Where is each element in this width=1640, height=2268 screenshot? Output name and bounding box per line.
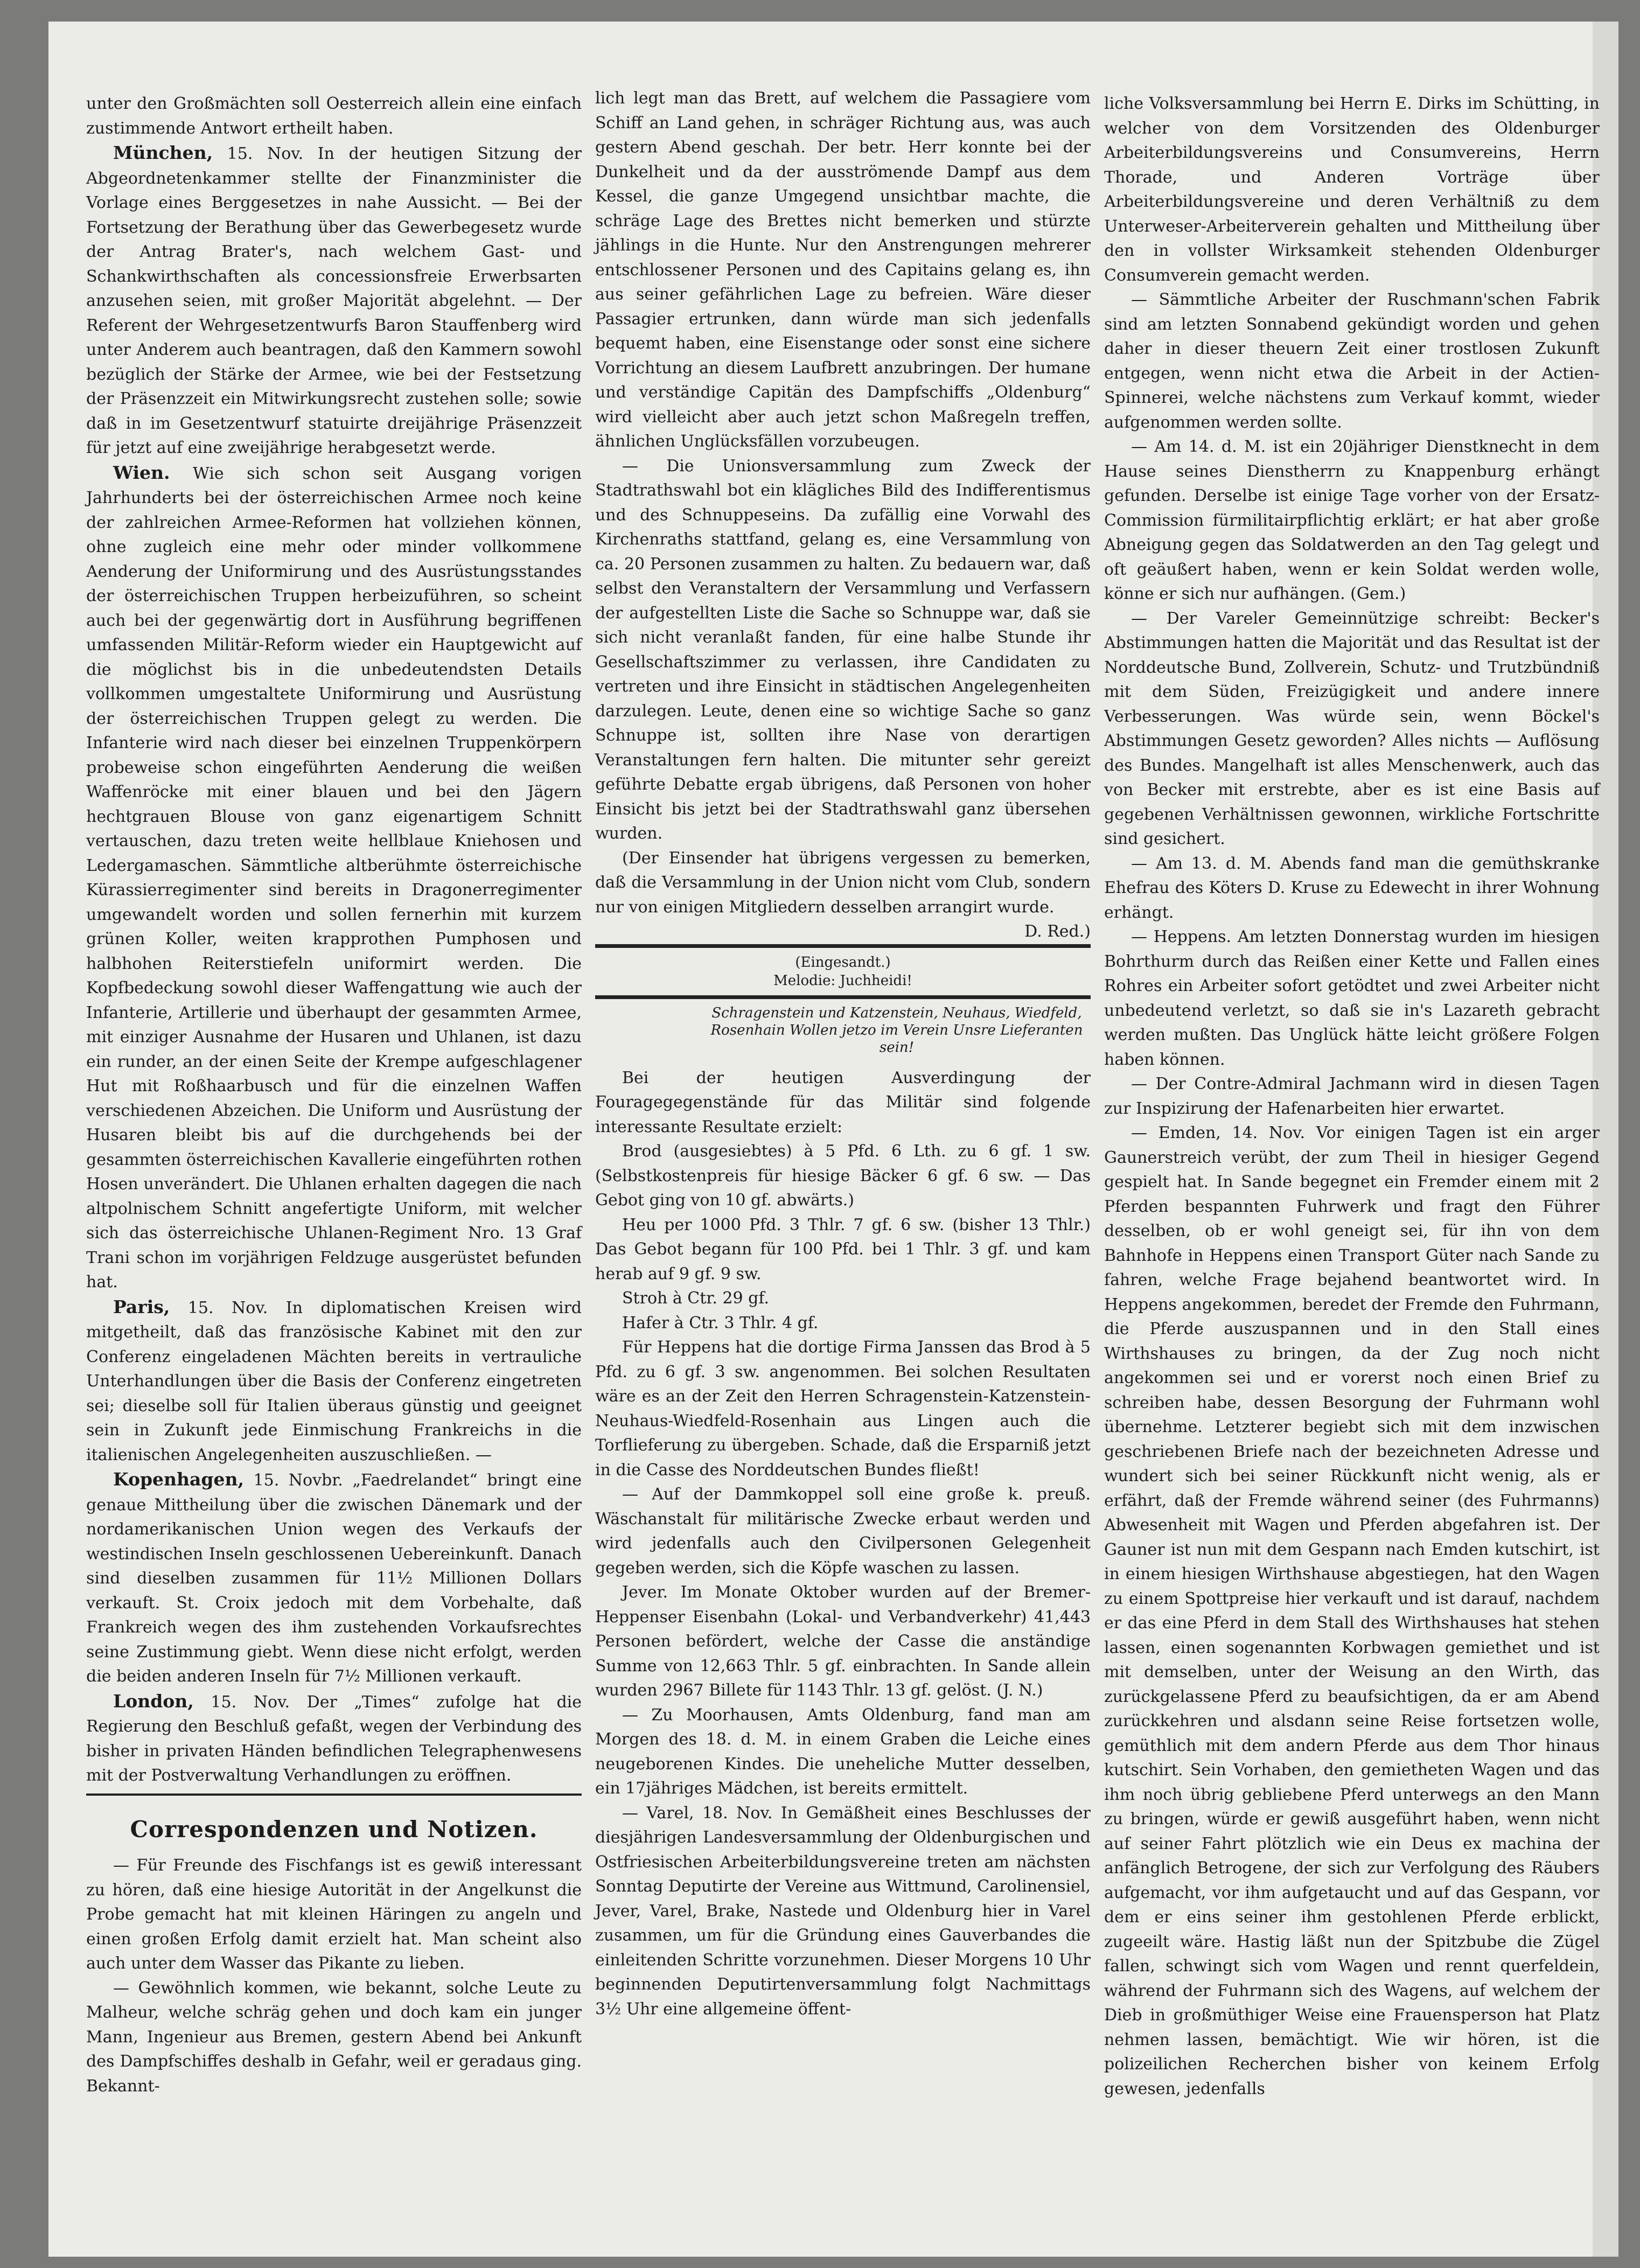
article-text: — Heppens. Am letzten Donnerstag wurden im hiesigen Bohrthurm durch das Reißen einer Kette und Fallen eines Rohres ein Arbeiter sofort getödtet und zwei Arbeiter nicht unbedeutend verletzt, so daß sie in's Lazareth gebracht werden mußten. Das Unglück hätte leicht größere Folgen haben können. xyxy=(1104,927,1600,1069)
dateline: Paris, xyxy=(113,1296,170,1317)
article-text: — Die Unionsversammlung zum Zweck der Stadtrathswahl bot ein klägliches Bild des Indifferentismus und des Schnuppeseins. Da zufällig eine Vorwahl des Kirchenraths stattfand, gelang es, eine Versammlung von ca. 20 Personen zusammen zu halten. Zu bedauern war, daß selbst den Veranstaltern der Versammlung und Verfassern der aufgestellten Liste die Sache so Schnuppe war, daß sie sich nicht veranlaßt fanden, für eine halbe Stunde ihr Gesellschaftszimmer zu verlassen, ihre Candidaten zu vertreten und ihre Einsicht in städtischen Angelegenheiten darzulegen. Leute, denen eine so wichtige Sache so ganz Schnuppe ist, sollten ihre Nase von derartigen Veranstaltungen fern halten. Die mitunter sehr gereizt geführte Debatte ergab übrigens, daß Personen von hoher Einsicht bis jetzt bei der Stadtrathswahl ganz übersehen wurden. xyxy=(595,456,1091,843)
verse: Schragenstein und Katzenstein, Neuhaus, Wiedfeld, Rosenhain Wollen jetzo im Verein Unsre Lieferanten sein! xyxy=(710,1004,1083,1056)
article-copenhagen xyxy=(86,1467,582,1689)
price-brod: Brod (ausgesiebtes) à 5 Pfd. 6 Lth. zu 6 gf. 1 sw. (Selbstkostenpreis für hiesige Bäcker 6 gf. 6 sw. — Das Gebot ging von 10 gf. abwärts.) xyxy=(595,1142,1091,1210)
article-paris xyxy=(86,1295,582,1468)
article-text: — Gewöhnlich kommen, wie bekannt, solche Leute zu Malheur, welche schräg gehen und doch kam ein junger Mann, Ingenieur aus Bremen, gestern Abend bei Ankunft des Dampfschiffes deshalb in Gefahr, weil er geradaus ging. Bekannt- xyxy=(86,1978,582,2096)
article-text: — Auf der Dammkoppel soll eine große k. preuß. Wäschanstalt für militärische Zwecke erbaut werden und wird jedenfalls auch den Civilpersonen Gelegenheit gegeben werden, sich die Köpfe waschen zu lassen. xyxy=(595,1485,1091,1578)
article-text: — Der Vareler Gemeinnützige schreibt: Becker's Abstimmungen hatten die Majorität und das Resultat ist der Norddeutsche Bund, Zollverein, Schutz- und Trutzbündniß mit dem Süden, Freizügigkeit und andere innere Verbesserungen. Was würde sein, wenn Böckel's Abstimmungen Gesetz geworden? Alles nichts — Auflösung des Bundes. Mangelhaft ist alles Menschenwerk, auch das von Becker mit erstrebte, aber es ist eine Basis auf gegebenen Verhältnissen gewonnen, wirkliche Fortschritte sind gesichert. xyxy=(1104,609,1600,848)
signature: D. Red.) xyxy=(1024,922,1091,941)
article-text: — Am 14. d. M. ist ein 20jähriger Dienstknecht in dem Hause seines Dienstherrn zu Knappenburg erhängt gefunden. Derselbe ist einige Tage vorher von der Ersatz-Commission fürmilitairpflichtig erklärt; er hat aber große Abneigung gegen das Soldatwerden an den Tag gelegt und oft geäußert haben, wenn er kein Soldat werden wolle, könne er sich nur aufhängen. (Gem.) xyxy=(1104,437,1600,603)
article-text: Jever. Im Monate Oktober wurden auf der Bremer-Heppenser Eisenbahn (Lokal- und Verbandverkehr) 41,443 Personen befördert, welche der Casse die anständige Summe von 12,663 Thlr. 5 gf. einbrachten. In Sande allein wurden 2967 Billete für 1143 Thlr. 13 gf. gelöst. (J. N.) xyxy=(595,1583,1091,1700)
article-text: — Emden, 14. Nov. Vor einigen Tagen ist ein arger Gaunerstreich verübt, der zum Theil in hiesiger Gegend gespielt hat. In Sande begegnet ein Fremder einem mit 2 Pferden bespannten Fuhrwerk und fragt den Führer desselben, ob er wohl geneigt sei, für ihn von dem Bahnhofe in Heppens einen Transport Güter nach Sande zu fahren, welche Frage bejahend beantwortet wird. In Heppens angekommen, beredet der Fremde den Fuhrmann, die Pferde auszuspannen und in den Stall eines Wirthshauses zu bringen, da der Zug noch nicht angekommen sei und er vorerst noch einen Brief zu schreiben habe, dessen Besorgung der Fuhrmann wohl übernehme. Letzterer begiebt sich mit dem inzwischen geschriebenen Briefe nach der bezeichneten Adresse und wundert sich bei seiner Rückkunft nicht wenig, als er erfährt, daß der Fremde während seiner (des Fuhrmanns) Abwesenheit mit Wagen und Pferden abgefahren ist. Der Gauner ist nun mit dem Gespann nach Emden kutschirt, ist in einem hiesigen Wirthshause abgestiegen, hat den Wagen zu einem Spottpreise hier verkauft und ist darauf, nachdem er das eine Pferd in dem Stall des Wirthshauses hat stehen lassen, einen sogenannten Korbwagen gemiethet und ist mit demselben, unter der Weisung an den Wirth, das zurückgelassene Pferd zu beaufsichtigen, da er am Abend zurückkehren und alsdann seine Reise fortsetzen wolle, gemüthlich mit dem andern Pferde aus dem Thor hinaus kutschirt. Sein Vorhaben, den gemietheten Wagen und das ihm noch übrig gebliebene Pferd unterwegs an den Mann zu bringen, würde er gewiß ausgeführt haben, wenn nicht auf seiner Fahrt plötzlich wie ein Deus ex machina der anfänglich Betrogene, der sich zur Verfolgung des Räubers aufgemacht, vor ihm aufgetaucht und auf das Gespann, vor dem er eins seiner ihm gestohlenen Pferde erblickt, zugeeilt wäre. Hastig läßt nun der Spitzbube die Zügel fallen, schwingt sich vom Wagen und rennt querfeldein, während der Fuhrmann sich des Wagens, auf welchem der Dieb in großmüthiger Weise eine Frauensperson hat Platz nehmen lassen, bemächtigt. Wie wir hören, ist die polizeilichen Recherchen bisher von keinem Erfolg gewesen, jedenfalls xyxy=(1104,1123,1600,2098)
price-heu: Heu per 1000 Pfd. 3 Thlr. 7 gf. 6 sw. (bisher 13 Thlr.) Das Gebot begann für 100 Pfd. bei 1 Thlr. 3 gf. und kam herab auf 9 gf. 9 sw. xyxy=(595,1215,1091,1283)
editor-note xyxy=(595,846,1091,941)
article-text: — Varel, 18. Nov. In Gemäßheit eines Beschlusses der diesjährigen Landesversammlung der Oldenburgischen und Ostfriesischen Arbeiterbildungsvereine treten am nächsten Sonntag Deputirte der Vereine aus Wittmund, Carolinensiel, Jever, Varel, Brake, Nastede und Oldenburg hier in Varel zusammen, um für die Gründung eines Gauverbandes die einleitenden Schritte vorzunehmen. Dieser Morgens 10 Uhr beginnenden Deputirtenversammlung folgt Nachmittags 3½ Uhr eine allgemeine öffent- xyxy=(595,1803,1091,2019)
article-text: — Zu Moorhausen, Amts Oldenburg, fand man am Morgen des 18. d. M. in einem Graben die Leiche eines neugeborenen Kindes. Die uneheliche Mutter desselben, ein 17jähriges Mädchen, ist bereits ermittelt. xyxy=(595,1705,1091,1798)
article-text: — Am 13. d. M. Abends fand man die gemüthskranke Ehefrau des Köters D. Kruse zu Edewecht in ihrer Wohnung erhängt. xyxy=(1104,854,1600,922)
article-text: 15. Nov. In diplomatischen Kreisen wird mitgetheilt, daß das französische Kabinet mit den zur Conferenz eingeladenen Mächten bereits in vertrauliche Unterhandlungen über die Basis der Conferenz eingetreten sei; dieselbe soll für Italien überaus günstig und geeignet sein in Zukunft jede Einmischung Frankreichs in die italienischen Angelegenheiten auszuschließen. — xyxy=(86,1298,582,1464)
article-text: — Sämmtliche Arbeiter der Ruschmann'schen Fabrik sind am letzten Sonnabend gekündigt worden und gehen daher in dieser theuern Zeit einer trostlosen Zukunft entgegen, wenn nicht etwa die Arbeit in der Actien-Spinnerei, welche nächstens zum Verkauf kommt, wieder aufgenommen werden sollte. xyxy=(1104,290,1600,432)
article-text: (Der Einsender hat übrigens vergessen zu bemerken, daß die Versammlung in der Union nicht vom Club, sondern nur von einigen Mitgliedern desselben arrangirt wurde. xyxy=(595,848,1091,917)
article-text: Wie sich schon seit Ausgang vorigen Jahrhunderts bei der österreichischen Armee noch keine der zahlreichen Armee-Reformen hat vollziehen können, ohne zugleich eine mehr oder minder vollkommene Aenderung der Uniformirung und des Ausrüstungsstandes der österreichischen Truppen herbeizuführen, so scheint auch bei der gegenwärtig dort in Ausführung begriffenen umfassenden Militär-Reform wieder ein Hauptgewicht auf die möglichst bis in die unbedeutendsten Details vollkommen umgestaltete Uniformirung und Ausrüstung der österreichischen Truppen gelegt zu werden. Die Infanterie wird nach dieser bei einzelnen Truppenkörpern probeweise schon eingeführten Aenderung die weißen Waffenröcke mit einer blauen und bei den Jägern hechtgrauen Blouse von ganz eigenartigem Schnitt vertauschen, dazu treten weite hellblaue Kniehosen und Ledergamaschen. Sämmtliche altberühmte österreichische Kürassierregimenter sind bereits in Dragonerregimenter umgewandelt worden und sollen fernerhin mit kurzem grünen Koller, weiten krapprothen Pumphosen und halbhohen Reiterstiefeln uniformirt werden. Die Kopfbedeckung sowohl dieser Waffengattung wie auch der Infanterie, Artillerie und überhaupt der gesammten Armee, mit einziger Ausnahme der Husaren und Uhlanen, ist dazu ein runder, an der einen Seite der Krempe aufgeschlagener Hut mit Roßhaarbusch und für die einzelnen Waffen verschiedenen Abzeichen. Die Uniform und Ausrüstung der Husaren bleibt bis auf die durchgehends bei der gesammten österreichischen Kavallerie eingeführten rothen Hosen unverändert. Die Uhlanen erhalten dagegen die nach altpolnischem Schnitt angefertigte Uniform, mit welcher sich das österreichische Uhlanen-Regiment Nro. 13 Graf Trani schon im vorjährigen Feldzuge ausgerüstet befunden hat. xyxy=(86,464,582,1292)
article-text: lich legt man das Brett, auf welchem die Passagiere vom Schiff an Land gehen, in schräger Richtung aus, was auch gestern Abend geschah. Der betr. Herr konnte bei der Dunkelheit und da der ausströmende Dampf aus dem Kessel, die ganze Umgegend unsichtbar machte, die schräge Lage des Brettes nicht bemerken und stürzte jählings in die Hunte. Nur den Anstrengungen mehrerer entschlossener Personen und des Capitains gelang es, ihn aus seiner gefährlichen Lage zu befreien. Wäre dieser Passagier ertrunken, dann würde man sich jedenfalls bequemt haben, eine Eisenstange oder sonst eine sichere Vorrichtung an diesem Laufbrett anzubringen. Der humane und verständige Capitän des Dampfschiffs „Oldenburg“ wird vielleicht aber auch jetzt schon Maßregeln treffen, ähnlichen Unglücksfällen vorzubeugen. xyxy=(595,89,1091,451)
article-text: 15. Nov. Der „Times“ zufolge hat die Regierung den Beschluß gefaßt, wegen der Verbindung des bisher in privaten Händen befindlichen Telegraphenwesens mit der Postverwaltung Verhandlungen zu eröffnen. xyxy=(86,1692,582,1785)
article-text: 15. Novbr. „Faedrelandet“ bringt eine genaue Mittheilung über die zwischen Dänemark und der nordamerikanischen Union wegen des Verkaufs der westindischen Inseln geschlossenen Uebereinkunft. Danach sind dieselben zusammen für 11½ Millionen Dollars verkauft. St. Croix jedoch mit dem Vorbehalte, daß Frankreich wegen des ihm zustehenden Vorkaufsrechtes seine Zustimmung giebt. Wenn diese nicht erfolgt, werden die beiden anderen Inseln für 7½ Millionen verkauft. xyxy=(86,1471,582,1686)
price-hafer: Hafer à Ctr. 3 Thlr. 4 gf. xyxy=(622,1313,819,1332)
article-munich xyxy=(86,141,582,460)
melody-label: Melodie: Juchheidi! xyxy=(773,972,912,989)
article-text: 15. Nov. In der heutigen Sitzung der Abgeordnetenkammer stellte der Finanzminister die Vorlage eines Berggesetzes in nahe Aussicht. — Bei der Fortsetzung der Berathung über das Gewerbegesetz wurde der Antrag Brater's, nach welchem Gast- und Schankwirthschaften als concessionsfreie Erwerbsarten anzusehen seien, mit großer Majorität abgelehnt. — Der Referent der Wehrgesetzentwurfs Baron Stauffenberg wird unter Anderem auch beantragen, daß den Kammern sowohl bezüglich der Stärke der Armee, wie bei der Festsetzung der Präsenzzeit ein Mitwirkungsrecht zustehen solle; sowie daß in im Gesetzentwurf statuirte dreijährige Präsenzzeit für jetzt auf eine zweijährige herabgesetzt werde. xyxy=(86,144,582,457)
divider xyxy=(595,944,1091,948)
newspaper-page xyxy=(48,22,1613,2257)
article-text: — Für Freunde des Fischfangs ist es gewiß interessant zu hören, daß eine hiesige Autorität in der Angelkunst die Probe gemacht hat mit kleinen Häringen zu angeln und einen großen Erfolg damit erzielt hat. Man scheint also auch unter dem Wasser das Pikante zu lieben. xyxy=(86,1856,582,1973)
divider xyxy=(595,995,1091,999)
article-text: unter den Großmächten soll Oesterreich allein eine einfach zustimmende Antwort ertheilt haben. xyxy=(86,94,582,138)
divider xyxy=(86,1794,582,1796)
dateline: Kopenhagen, xyxy=(113,1469,244,1490)
dateline: London, xyxy=(113,1690,194,1712)
article-london xyxy=(86,1689,582,1788)
article-text: — Der Contre-Admiral Jachmann wird in diesen Tagen zur Inspizirung der Hafenarbeiten hier erwartet. xyxy=(1104,1074,1600,1118)
price-stroh: Stroh à Ctr. 29 gf. xyxy=(622,1289,769,1308)
article-vienna xyxy=(86,460,582,1295)
article-text: liche Volksversammlung bei Herrn E. Dirks im Schütting, in welcher von dem Vorsitzenden des Oldenburger Arbeiterbildungsvereins und Consumvereins, Herrn Thorade, und Anderen Vorträge über Arbeiterbildungsvereine und deren Verhältniß zu dem Unterweser-Arbeiterverein gehalten und Mittheilung über den in vollster Wirksamkeit stehenden Oldenburger Consumverein gemacht werden. xyxy=(1104,94,1600,285)
column-middle xyxy=(595,86,1091,2021)
section-heading: Correspondenzen und Notizen. xyxy=(130,1816,538,1843)
article-text: Für Heppens hat die dortige Firma Janssen das Brod à 5 Pfd. zu 6 gf. 3 sw. angenommen. Bei solchen Resultaten wäre es an der Zeit den Herren Schragenstein-Katzenstein-Neuhaus-Wiedfeld-Rosenhain aus Lingen auch die Torflieferung zu übergeben. Schade, daß die Ersparniß jetzt in die Casse des Norddeutschen Bundes fließt! xyxy=(595,1338,1091,1480)
dateline: Wien. xyxy=(113,462,170,483)
submitted-label: (Eingesandt.) xyxy=(795,954,891,971)
column-left xyxy=(86,92,582,2098)
article-text: Bei der heutigen Ausverdingung der Fouragegegenstände für das Militär sind folgende interessante Resultate erzielt: xyxy=(595,1068,1091,1136)
dateline: München, xyxy=(113,142,213,163)
column-right xyxy=(1104,92,1600,2101)
